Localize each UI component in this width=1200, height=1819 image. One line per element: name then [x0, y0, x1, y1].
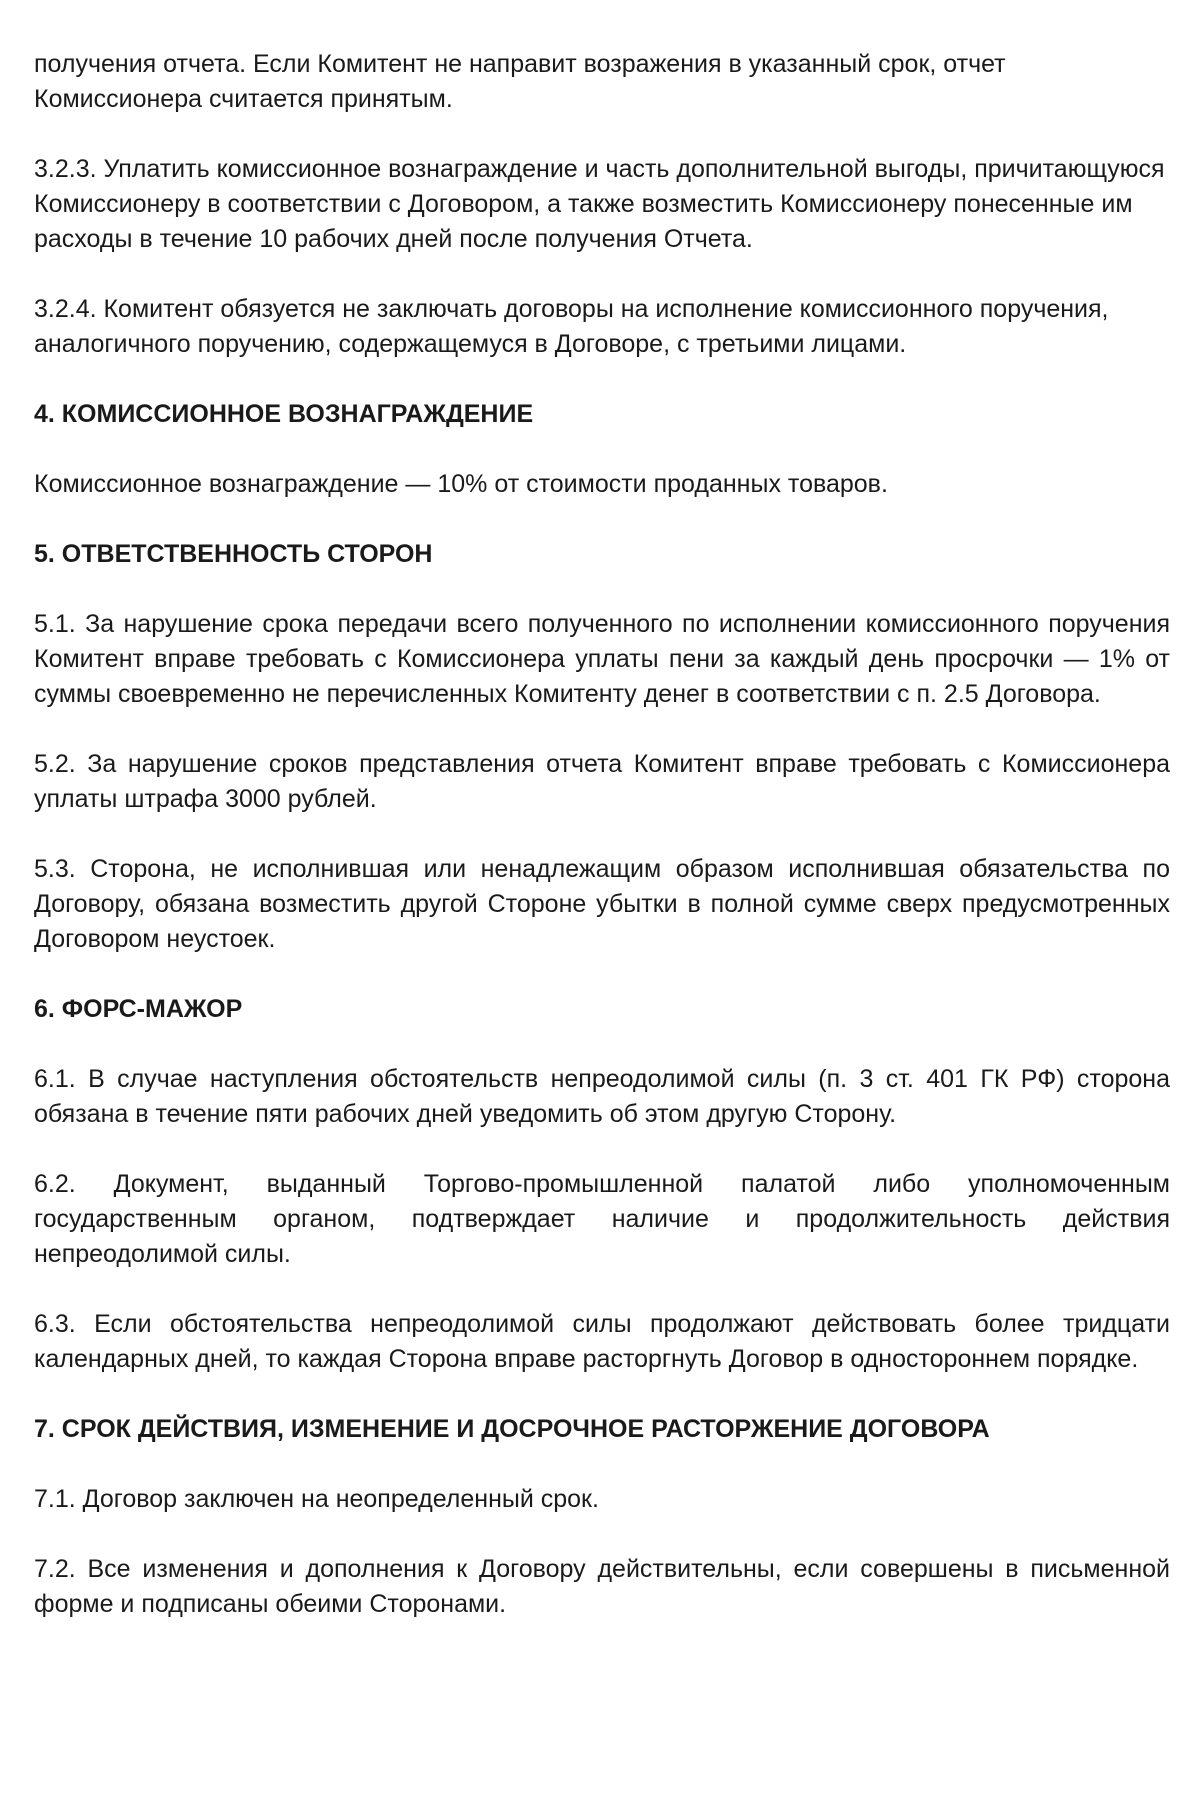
- section-7-heading: 7. СРОК ДЕЙСТВИЯ, ИЗМЕНЕНИЕ И ДОСРОЧНОЕ РАСТОРЖЕНИЕ ДОГОВОРА: [34, 1415, 990, 1443]
- clause-6-3: 6.3. Если обстоятельства непреодолимой силы продолжают действовать более тридцати календарных дней, то каждая Сторона вправе расторгнуть Договор в одностороннем порядке.: [34, 1310, 1170, 1373]
- section-6-heading: 6. ФОРС-МАЖОР: [34, 995, 243, 1023]
- clause-5-3: 5.3. Сторона, не исполнившая или ненадлежащим образом исполнившая обязательства по Договору, обязана возместить другой Стороне убытки в полной сумме сверх предусмотренных Договором неустоек.: [34, 855, 1170, 953]
- clause-7-2: 7.2. Все изменения и дополнения к Договору действительны, если совершены в письменной форме и подписаны обеими Сторонами.: [34, 1555, 1170, 1618]
- section-5-heading: 5. ОТВЕТСТВЕННОСТЬ СТОРОН: [34, 540, 433, 568]
- clause-5-2: 5.2. За нарушение сроков представления отчета Комитент вправе требовать с Комиссионера уплаты штрафа 3000 рублей.: [34, 750, 1170, 813]
- clause-6-1: 6.1. В случае наступления обстоятельств непреодолимой силы (п. 3 ст. 401 ГК РФ) сторона обязана в течение пяти рабочих дней уведомить об этом другую Сторону.: [34, 1065, 1170, 1128]
- section-4-heading: 4. КОМИССИОННОЕ ВОЗНАГРАЖДЕНИЕ: [34, 400, 534, 428]
- clause-7-1: 7.1. Договор заключен на неопределенный срок.: [34, 1485, 599, 1513]
- clause-3-2-4: 3.2.4. Комитент обязуется не заключать договоры на исполнение комиссионного поручения, аналогичного поручению, содержащемуся в Договоре, с третьими лицами.: [34, 295, 1109, 358]
- commission-fee-paragraph: Комиссионное вознаграждение — 10% от стоимости проданных товаров.: [34, 470, 888, 498]
- clause-5-1: 5.1. За нарушение срока передачи всего полученного по исполнении комиссионного поручения Комитент вправе требовать с Комиссионера уплаты пени за каждый день просрочки — 1% от суммы своевременно не перечисленных Комитенту денег в соответствии с п. 2.5 Договора.: [34, 610, 1170, 708]
- clause-3-2-3: 3.2.3. Уплатить комиссионное вознаграждение и часть дополнительной выгоды, причитающуюся Комиссионеру в соответствии с Договором, а также возместить Комиссионеру понесенные им расходы в течение 10 рабочих дней после получения Отчета.: [34, 155, 1165, 253]
- paragraph-report-acceptance: получения отчета. Если Комитент не направит возражения в указанный срок, отчет Комиссионера считается принятым.: [34, 50, 1006, 113]
- clause-6-2: 6.2. Документ, выданный Торгово-промышленной палатой либо уполномоченным государственным органом, подтверждает наличие и продолжительность действия непреодолимой силы.: [34, 1170, 1170, 1268]
